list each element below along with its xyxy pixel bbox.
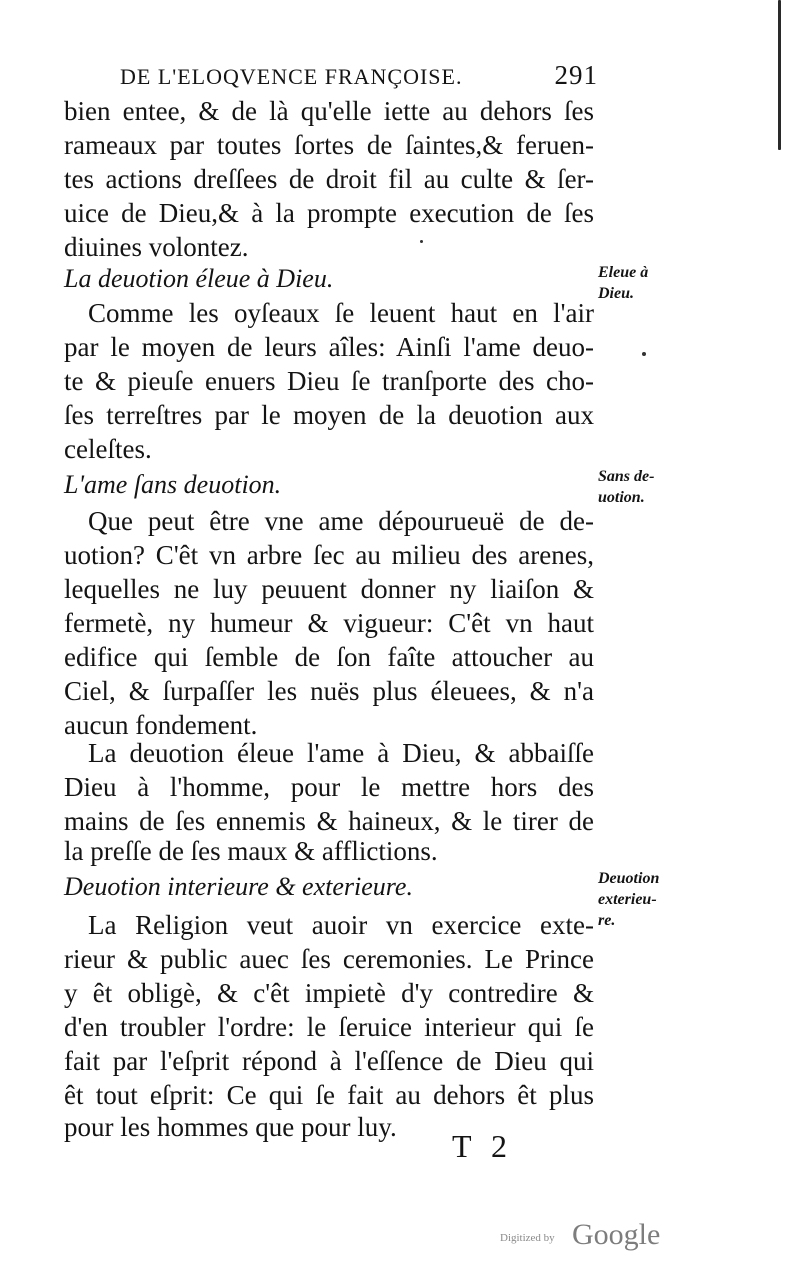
section-heading: L'ame ſans deuotion. (64, 470, 282, 499)
text-line: rieur & public auec ſes ceremonies. Le Prince (64, 944, 594, 974)
text-line: par le moyen de leurs aîles: Ainſi l'ame deuo- (64, 332, 594, 362)
margin-note-line: exterieu- (598, 891, 657, 908)
margin-note-line: uotion. (598, 489, 645, 506)
digitized-by-label: Digitized by (500, 1232, 555, 1244)
text-line: celeſtes. (64, 434, 152, 464)
section-heading: Deuotion interieure & exterieure. (64, 872, 413, 901)
text-line: d'en troubler l'ordre: le ſeruice interieur qui ſe (64, 1012, 594, 1042)
section-heading: La deuotion éleue à Dieu. (64, 264, 334, 293)
text-line: te & pieuſe enuers Dieu ſe tranſporte des cho- (64, 366, 594, 396)
running-header (120, 60, 598, 96)
text-line: Que peut être vne ame dépourueuë de de- (88, 506, 594, 536)
text-line: La deuotion éleue l'ame à Dieu, & abbaiſſe (88, 738, 594, 768)
margin-note-line: Sans de- (598, 468, 655, 485)
text-line: êt tout eſprit: Ce qui ſe fait au dehors êt plus (64, 1080, 594, 1110)
text-line: mains de ſes ennemis & haineux, & le tirer de (64, 806, 594, 836)
margin-note-line: Eleue à (598, 264, 649, 281)
text-line: pour les hommes que pour luy. (64, 1112, 397, 1142)
ink-speck (642, 352, 646, 356)
margin-note (598, 262, 688, 304)
text-line: la preſſe de ſes maux & afflictions. (64, 836, 438, 866)
margin-note-line: re. (598, 912, 616, 929)
text-line: edifice qui ſemble de ſon faîte attoucher au (64, 642, 594, 672)
margin-note-line: Deuotion (598, 870, 660, 887)
text-line: lequelles ne luy peuuent donner ny liaiſon & (64, 574, 594, 604)
text-line: uotion? C'êt vn arbre ſec au milieu des arenes, (64, 540, 594, 570)
text-line: aucun fondement. (64, 710, 258, 740)
text-line: fermetè, ny humeur & vigueur: C'êt vn haut (64, 608, 594, 638)
text-line: Ciel, & ſurpaſſer les nuës plus éleuees, & n'a (64, 676, 594, 706)
page-edge-line (778, 0, 781, 150)
text-line: y êt obligè, & c'êt impietè d'y contredire & (64, 978, 594, 1008)
signature-mark: T 2 (452, 1128, 513, 1164)
google-wordmark: Google (572, 1218, 661, 1251)
text-line: bien entee, & de là qu'elle iette au dehors ſes (64, 96, 594, 126)
margin-note-line: Dieu. (598, 285, 634, 302)
margin-note (598, 868, 688, 931)
ink-speck (420, 240, 423, 243)
page-number: 291 (554, 60, 598, 90)
text-line: Comme les oyſeaux ſe leuent haut en l'air (88, 298, 594, 328)
text-line: tes actions dreſſees de droit fil au culte & ſer- (64, 164, 594, 194)
running-title: DE L'ELOQVENCE FRANÇOISE. (120, 64, 463, 89)
margin-note (598, 466, 688, 508)
text-line: diuines volontez. (64, 232, 249, 262)
text-line: Dieu à l'homme, pour le mettre hors des (64, 772, 594, 802)
text-line: fait par l'eſprit répond à l'eſſence de Dieu qui (64, 1046, 594, 1076)
text-line: ſes terreſtres par le moyen de la deuotion aux (64, 400, 594, 430)
text-line: La Religion veut auoir vn exercice exte- (88, 910, 594, 940)
text-line: uice de Dieu,& à la prompte execution de ſes (64, 198, 594, 228)
text-line: rameaux par toutes ſortes de ſaintes,& feruen- (64, 130, 594, 160)
